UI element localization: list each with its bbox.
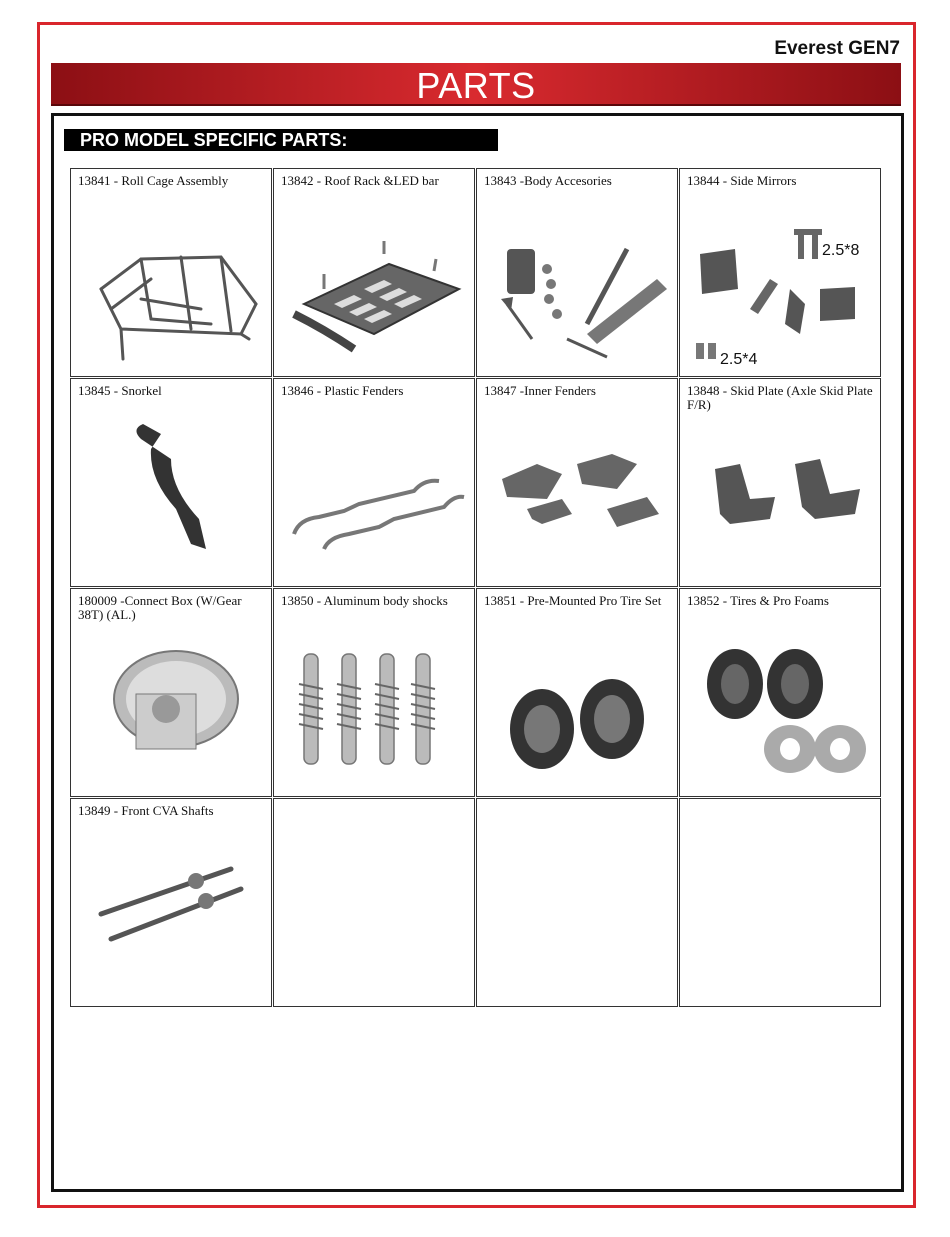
part-cell (273, 378, 475, 587)
part-label: 13846 - Plastic Fenders (281, 383, 404, 398)
part-label: 180009 -Connect Box (W/Gear 38T) (AL.) (78, 593, 242, 622)
body-accessories-icon (487, 209, 669, 369)
part-label: 13841 - Roll Cage Assembly (78, 173, 229, 188)
part-label: 13845 - Snorkel (78, 383, 162, 398)
tires-foams-icon (690, 629, 872, 789)
section-title: PRO MODEL SPECIFIC PARTS: (80, 130, 348, 150)
part-cell (476, 168, 678, 377)
screw-size-label: 2.5*8 (822, 242, 860, 259)
part-label: 13851 - Pre-Mounted Pro Tire Set (484, 593, 662, 608)
part-cell (679, 378, 881, 587)
part-cell (679, 588, 881, 797)
inner-fenders-icon (487, 419, 669, 579)
part-label: 13852 - Tires & Pro Foams (687, 593, 829, 608)
plastic-fenders-icon (284, 419, 466, 579)
roll-cage-icon (81, 209, 263, 369)
empty-cell (679, 798, 881, 1007)
screw-size-label: 2.5*4 (720, 351, 758, 368)
part-label: 13849 - Front CVA Shafts (78, 803, 214, 818)
part-cell (70, 798, 272, 1007)
empty-cell (476, 798, 678, 1007)
part-cell (273, 588, 475, 797)
part-label: 13848 - Skid Plate (Axle Skid Plate F/R) (687, 383, 873, 412)
part-label: 13850 - Aluminum body shocks (281, 593, 448, 608)
snorkel-icon (81, 419, 263, 579)
skid-plate-icon (690, 419, 872, 579)
banner-title: PARTS (416, 65, 536, 106)
part-cell (70, 588, 272, 797)
side-mirrors-icon (690, 209, 872, 369)
part-label: 13843 -Body Accesories (484, 173, 612, 188)
part-label: 13842 - Roof Rack &LED bar (281, 173, 439, 188)
part-cell (679, 168, 881, 377)
model-name: Everest GEN7 (774, 38, 900, 59)
section-header (64, 129, 498, 151)
part-cell (70, 168, 272, 377)
part-cell (70, 378, 272, 587)
part-label: 13847 -Inner Fenders (484, 383, 596, 398)
gear-box-icon (81, 629, 263, 789)
part-cell (476, 378, 678, 587)
part-cell (273, 168, 475, 377)
roof-rack-icon (284, 209, 466, 369)
cva-shafts-icon (81, 839, 263, 999)
shocks-icon (284, 629, 466, 789)
part-cell (476, 588, 678, 797)
tire-set-icon (487, 629, 669, 789)
part-label: 13844 - Side Mirrors (687, 173, 797, 188)
empty-cell (273, 798, 475, 1007)
parts-banner (51, 63, 901, 106)
